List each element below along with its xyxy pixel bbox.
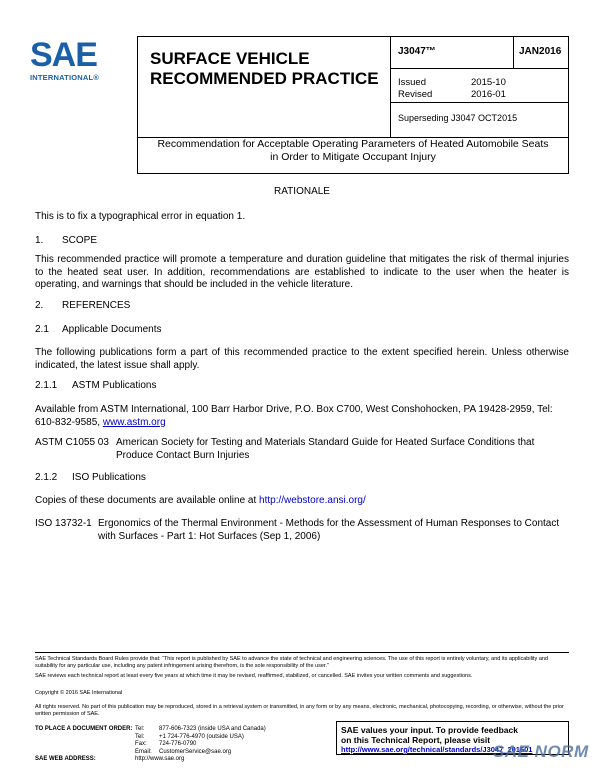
fax-label: Fax: bbox=[135, 741, 147, 747]
document-title-line1: Recommendation for Acceptable Operating Parameters of Heated Automobile Seats bbox=[157, 138, 549, 150]
reference-id: ASTM C1055 03 bbox=[35, 437, 109, 448]
fax-value: 724-776-0790 bbox=[159, 741, 197, 747]
section-2-1-2-heading bbox=[35, 472, 569, 485]
web-value[interactable]: http://www.sae.org bbox=[135, 756, 185, 762]
feedback-line2: on this Technical Report, please visit bbox=[341, 735, 491, 745]
email-value[interactable]: CustomerService@sae.org bbox=[159, 748, 232, 755]
document-date: JAN2016 bbox=[514, 37, 568, 69]
iso-link[interactable]: http://webstore.ansi.org/ bbox=[259, 495, 366, 506]
footer-rights-text: All rights reserved. No part of this publication may be reproduced, stored in a retrieval system or transmitted, in any form or by any means, electronic, mechanical, photocopying, recording, or otherwise, without the prior written permission of SAE. bbox=[35, 704, 564, 718]
iso-reference bbox=[35, 518, 569, 543]
reference-id: ISO 13732-1 bbox=[35, 518, 92, 529]
section-2-1-1-heading bbox=[35, 380, 569, 393]
section-2-heading bbox=[35, 300, 569, 313]
revised-label: Revised bbox=[398, 89, 433, 100]
section-title: ISO Publications bbox=[72, 472, 146, 483]
order-contact bbox=[35, 726, 335, 764]
astm-availability-text: Available from ASTM International, 100 Barr Harbor Drive, P.O. Box C700, West Conshohocken, PA 19428-2959, Tel: 610-832-9585, bbox=[35, 404, 553, 428]
astm-reference bbox=[35, 437, 569, 462]
rationale-text: This is to fix a typographical error in equation 1. bbox=[35, 211, 246, 222]
tel-label: Tel: bbox=[135, 726, 145, 732]
footer-review-text: SAE reviews each technical report at least every five years at which time it may be revised, reaffirmed, stabilized, or cancelled. SAE invites your written comments and suggestions. bbox=[35, 673, 473, 679]
section-number: 2. bbox=[35, 300, 44, 311]
section-title: ASTM Publications bbox=[72, 380, 157, 391]
issued-value: 2015-10 bbox=[471, 77, 506, 88]
feedback-link[interactable]: http://www.sae.org/technical/standards/J3047_201601 bbox=[341, 745, 533, 754]
document-type-line1: SURFACE VEHICLE bbox=[150, 49, 310, 68]
scope-text: This recommended practice will promote a temperature and duration guideline that mitigates the risk of thermal injuries to the heated seat user. In addition, recommendations are established to indicate to the user when the heater is operating, and warnings that should be included in the vehicle literature. bbox=[35, 254, 569, 290]
footer-rules-text: SAE Technical Standards Board Rules provide that: “This report is published by SAE to advance the state of technical and engineering sciences. The use of this report is entirely voluntary, and its applicability and suitability for any particular use, including any patent infringement arising therefrom, is the sole responsibility of the user.” bbox=[35, 656, 549, 670]
reference-text: Ergonomics of the Thermal Environment - Methods for the Assessment of Human Responses to Contact with Surfaces - Part 1: Hot Surfaces (Sep 1, 2006) bbox=[98, 518, 560, 542]
order-label: TO PLACE A DOCUMENT ORDER: bbox=[35, 726, 133, 732]
document-code: J3047™ bbox=[391, 37, 514, 69]
iso-availability bbox=[35, 495, 569, 508]
issue-dates bbox=[391, 69, 568, 103]
feedback-line1: SAE values your input. To provide feedback bbox=[341, 725, 518, 735]
tel2-label: Tel: bbox=[135, 733, 145, 740]
section-number: 2.1.1 bbox=[35, 380, 58, 391]
document-header bbox=[137, 36, 569, 138]
astm-availability bbox=[35, 404, 569, 429]
iso-availability-text: Copies of these documents are available online at bbox=[35, 495, 257, 506]
section-title: SCOPE bbox=[62, 235, 98, 246]
tel-value: 877-606-7323 (inside USA and Canada) bbox=[159, 726, 266, 732]
section-number: 2.1 bbox=[35, 324, 49, 335]
section-number: 2.1.2 bbox=[35, 472, 58, 483]
document-type-line2: RECOMMENDED PRACTICE bbox=[150, 69, 379, 88]
superseding: Superseding J3047 OCT2015 bbox=[398, 113, 518, 123]
section-number: 1. bbox=[35, 235, 44, 246]
footer-divider bbox=[35, 652, 569, 653]
section-title: Applicable Documents bbox=[62, 324, 162, 335]
section-1-heading bbox=[35, 235, 569, 248]
rationale-heading: RATIONALE bbox=[274, 186, 330, 197]
logo-subtitle: INTERNATIONAL® bbox=[30, 73, 100, 82]
sae-logo bbox=[30, 38, 125, 82]
document-title-line2: in Order to Mitigate Occupant Injury bbox=[270, 151, 436, 163]
footer-copyright: Copyright © 2016 SAE International bbox=[35, 690, 123, 696]
document-type bbox=[138, 37, 391, 137]
section-title: REFERENCES bbox=[62, 300, 131, 311]
logo-mark: SAE bbox=[30, 36, 97, 74]
reference-text: American Society for Testing and Materials Standard Guide for Heated Surface Conditions that Produce Contact Burn Injuries bbox=[116, 437, 535, 461]
document-title bbox=[137, 128, 569, 174]
revised-value: 2016-01 bbox=[471, 89, 506, 100]
watermark bbox=[493, 742, 589, 762]
section-2-1-heading bbox=[35, 324, 569, 337]
applicable-documents-text: The following publications form a part of this recommended practice to the extent specified herein. Unless otherwise indicated, the latest issue shall apply. bbox=[35, 347, 569, 371]
email-label: Email: bbox=[135, 748, 152, 755]
web-label: SAE WEB ADDRESS: bbox=[35, 756, 96, 762]
tel2-value: +1 724-776-4970 (outside USA) bbox=[159, 733, 244, 740]
watermark-text: SAE NORM bbox=[493, 742, 589, 761]
astm-link[interactable]: www.astm.org bbox=[102, 416, 166, 428]
issued-label: Issued bbox=[398, 77, 426, 88]
